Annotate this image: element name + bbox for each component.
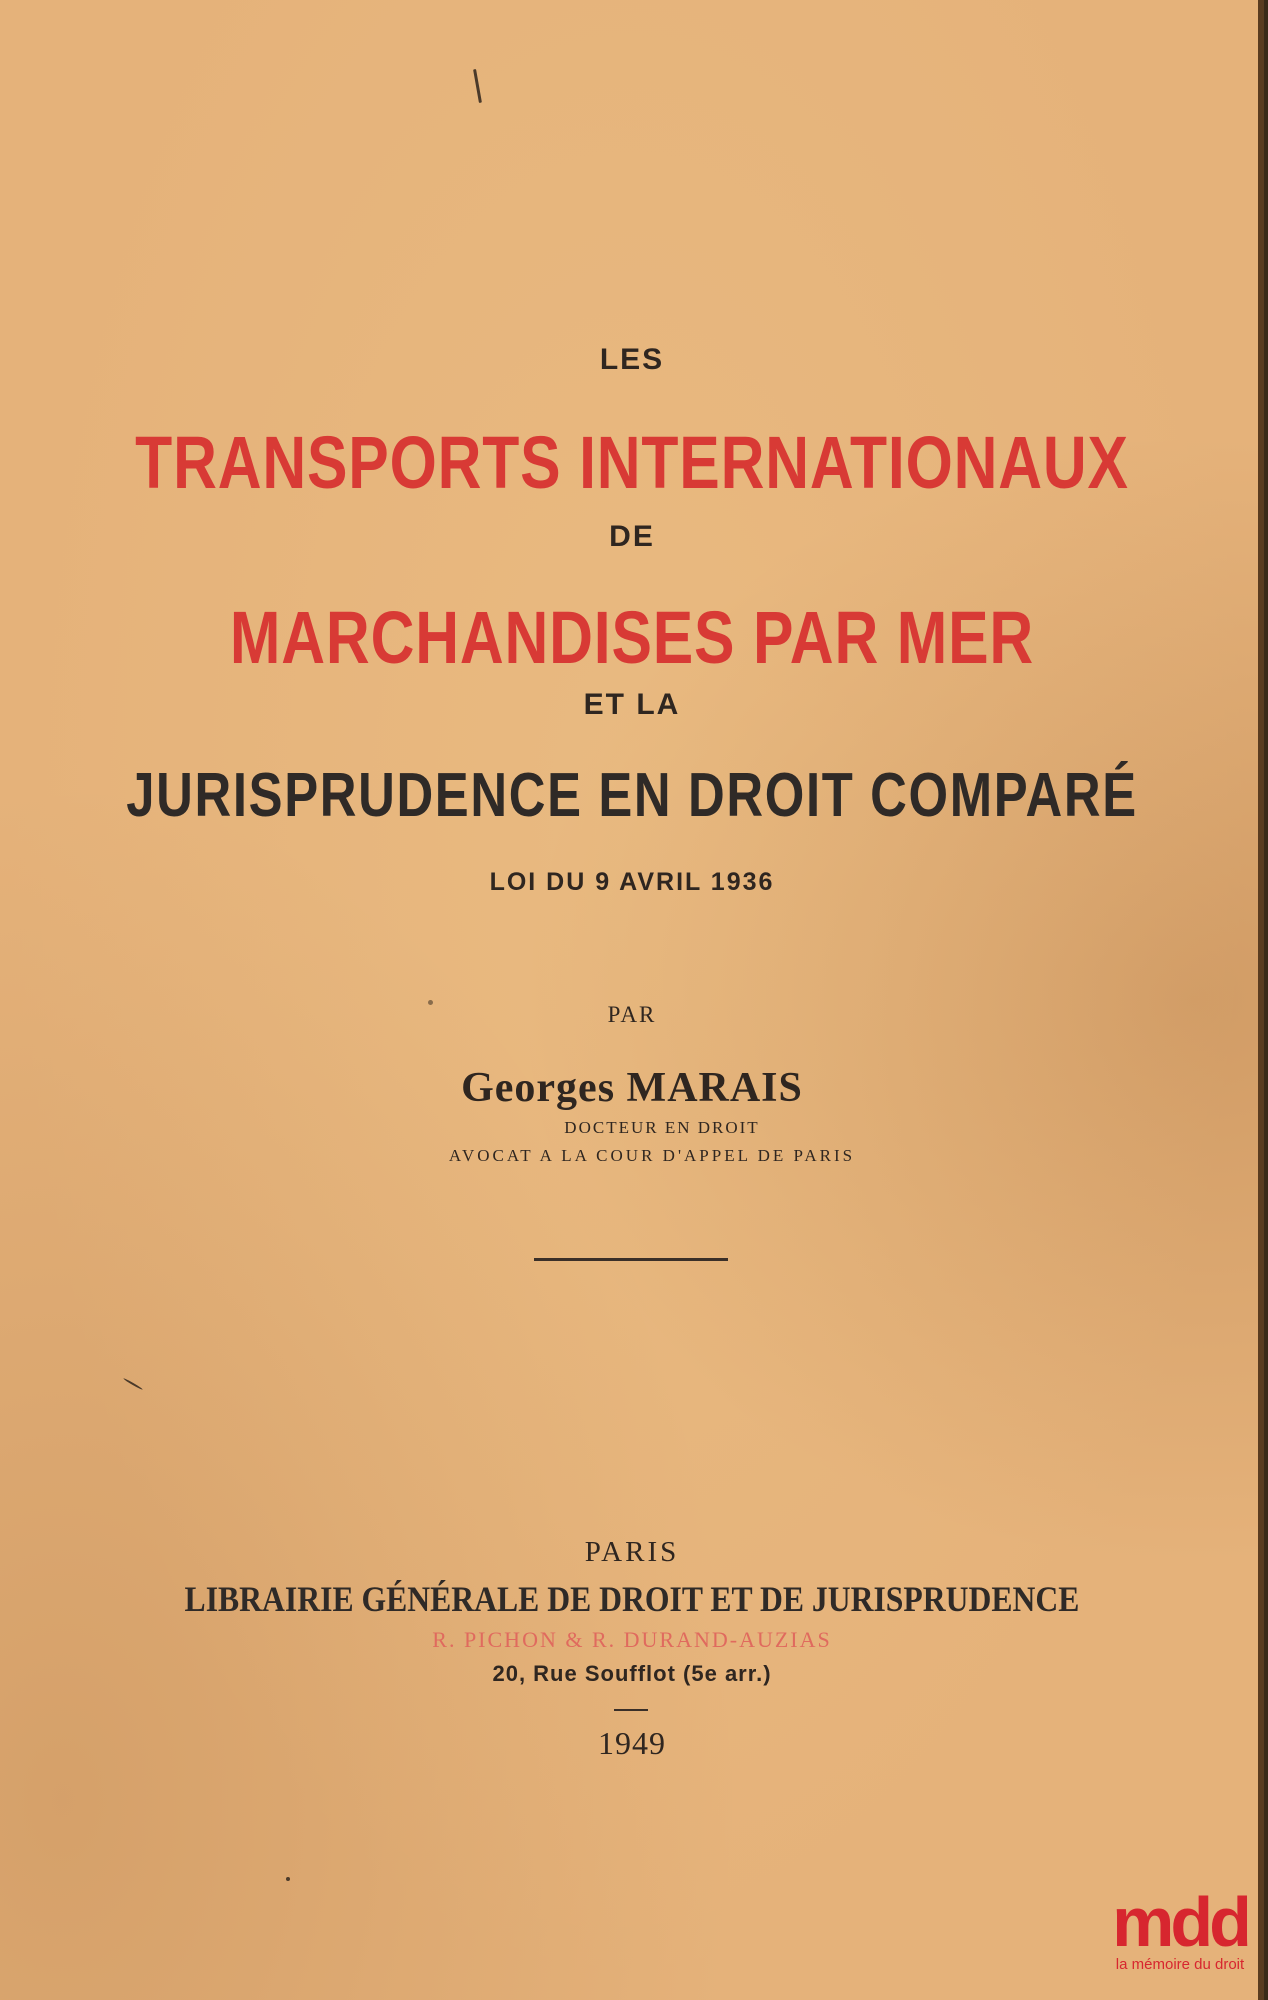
title-de: DE xyxy=(609,520,655,553)
paper-speck xyxy=(286,1877,290,1881)
title-line-2: MARCHANDISES PAR MER xyxy=(229,596,1035,679)
title-line-3: JURISPRUDENCE EN DROIT COMPARÉ xyxy=(126,761,1138,830)
paper-speck xyxy=(123,1378,143,1391)
publication-year: 1949 xyxy=(598,1725,666,1761)
publisher-owners: R. PICHON & R. DURAND-AUZIAS xyxy=(432,1627,832,1652)
divider-rule xyxy=(534,1258,728,1261)
watermark-text: la mémoire du droit xyxy=(1115,1956,1245,1973)
publisher-name: LIBRAIRIE GÉNÉRALE DE DROIT ET DE JURISPRUDENCE xyxy=(184,1579,1080,1619)
law-date: LOI DU 9 AVRIL 1936 xyxy=(489,868,775,896)
paper-speck xyxy=(428,1000,433,1005)
year-rule xyxy=(614,1709,648,1711)
author-degree: DOCTEUR EN DROIT xyxy=(564,1118,760,1137)
title-line-1: TRANSPORTS INTERNATIONAUX xyxy=(135,421,1129,504)
watermark-logo xyxy=(1100,1882,1260,1992)
author-name: Georges MARAIS xyxy=(461,1065,803,1111)
publisher-address: 20, Rue Soufflot (5e arr.) xyxy=(492,1661,772,1686)
watermark-mark: mdd xyxy=(1112,1883,1248,1961)
paper-speck xyxy=(473,69,482,103)
by-label: PAR xyxy=(607,1002,657,1027)
publisher-city: PARIS xyxy=(584,1536,680,1568)
title-les: LES xyxy=(599,343,665,376)
title-et-la: ET LA xyxy=(583,688,681,721)
author-profession: AVOCAT A LA COUR D'APPEL DE PARIS xyxy=(448,1146,856,1165)
